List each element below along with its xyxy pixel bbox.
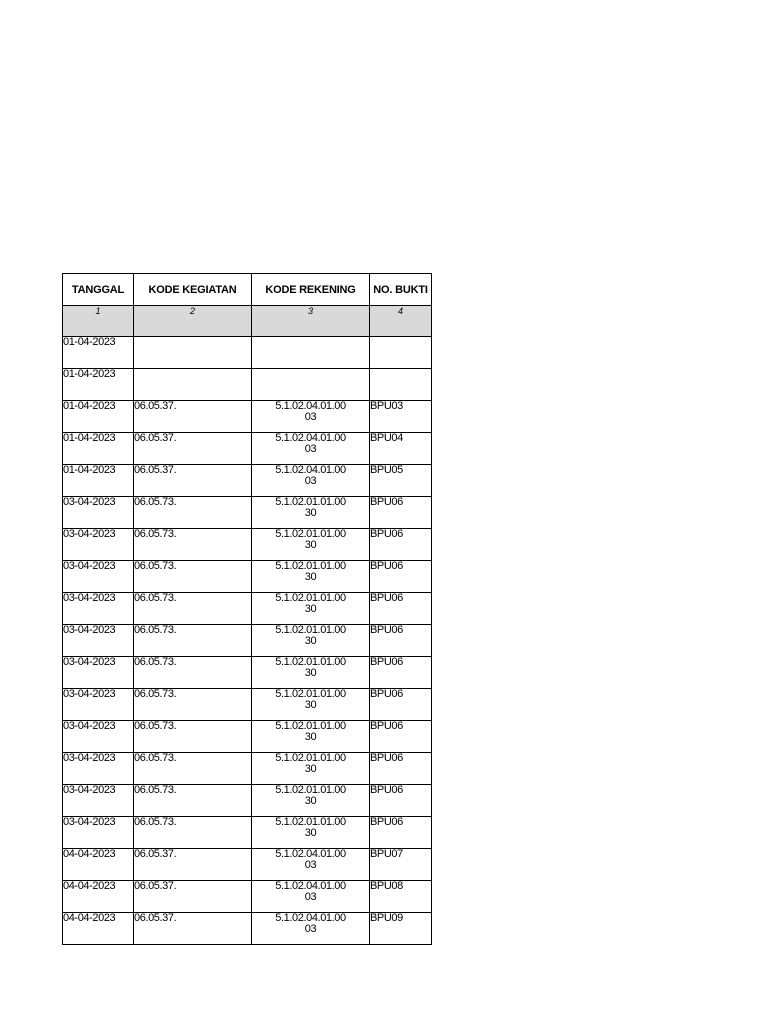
cell-kode-kegiatan: 06.05.73. xyxy=(134,657,252,689)
kode-rekening-line-1: 5.1.02.01.01.00 xyxy=(275,752,346,764)
kode-rekening-line-1: 5.1.02.04.01.00 xyxy=(275,400,346,412)
table-row xyxy=(63,849,432,881)
kode-rekening-line-1: 5.1.02.04.01.00 xyxy=(275,880,346,892)
cell-kode-rekening xyxy=(252,561,370,593)
cell-kode-rekening xyxy=(252,849,370,881)
cell-no-bukti: BPU06 xyxy=(370,817,432,849)
cell-tanggal: 01-04-2023 xyxy=(63,465,134,497)
transaction-table xyxy=(62,273,432,945)
table-row xyxy=(63,497,432,529)
cell-no-bukti: BPU06 xyxy=(370,561,432,593)
table-row xyxy=(63,401,432,433)
cell-tanggal: 03-04-2023 xyxy=(63,625,134,657)
cell-kode-kegiatan: 06.05.73. xyxy=(134,785,252,817)
kode-rekening-line-2: 03 xyxy=(304,891,317,903)
cell-kode-kegiatan: 06.05.73. xyxy=(134,817,252,849)
cell-tanggal: 04-04-2023 xyxy=(63,913,134,945)
kode-rekening-line-2: 03 xyxy=(304,443,317,455)
cell-kode-rekening xyxy=(252,657,370,689)
cell-no-bukti: BPU07 xyxy=(370,849,432,881)
cell-kode-rekening xyxy=(252,337,370,369)
table-row xyxy=(63,593,432,625)
kode-rekening-line-1: 5.1.02.01.01.00 xyxy=(275,624,346,636)
table-header-row xyxy=(63,274,432,306)
kode-rekening-line-2: 30 xyxy=(304,667,317,679)
cell-kode-rekening xyxy=(252,689,370,721)
table-row xyxy=(63,689,432,721)
cell-no-bukti: BPU08 xyxy=(370,881,432,913)
table-body xyxy=(63,337,432,945)
cell-kode-rekening xyxy=(252,721,370,753)
cell-kode-rekening xyxy=(252,785,370,817)
cell-no-bukti: BPU03 xyxy=(370,401,432,433)
cell-no-bukti: BPU05 xyxy=(370,465,432,497)
kode-rekening-line-1: 5.1.02.01.01.00 xyxy=(275,592,346,604)
kode-rekening-line-1: 5.1.02.04.01.00 xyxy=(275,848,346,860)
cell-tanggal: 03-04-2023 xyxy=(63,529,134,561)
cell-no-bukti: BPU06 xyxy=(370,657,432,689)
kode-rekening-line-2: 30 xyxy=(304,699,317,711)
table-row xyxy=(63,817,432,849)
cell-no-bukti: BPU06 xyxy=(370,689,432,721)
cell-no-bukti: BPU06 xyxy=(370,625,432,657)
column-header-kode-rekening: KODE REKENING xyxy=(252,274,370,306)
table-row xyxy=(63,625,432,657)
cell-tanggal: 03-04-2023 xyxy=(63,593,134,625)
table-row xyxy=(63,881,432,913)
cell-kode-rekening xyxy=(252,913,370,945)
kode-rekening-line-2: 30 xyxy=(304,603,317,615)
cell-kode-rekening xyxy=(252,465,370,497)
cell-kode-kegiatan: 06.05.73. xyxy=(134,529,252,561)
table-row xyxy=(63,657,432,689)
table-row xyxy=(63,561,432,593)
table-row xyxy=(63,753,432,785)
kode-rekening-line-1: 5.1.02.01.01.00 xyxy=(275,496,346,508)
cell-tanggal: 03-04-2023 xyxy=(63,785,134,817)
cell-tanggal: 03-04-2023 xyxy=(63,497,134,529)
cell-kode-rekening xyxy=(252,817,370,849)
table-row xyxy=(63,433,432,465)
cell-no-bukti: BPU04 xyxy=(370,433,432,465)
cell-kode-kegiatan: 06.05.73. xyxy=(134,625,252,657)
cell-no-bukti: BPU06 xyxy=(370,497,432,529)
cell-kode-rekening xyxy=(252,369,370,401)
kode-rekening-line-2: 30 xyxy=(304,507,317,519)
cell-kode-kegiatan: 06.05.73. xyxy=(134,753,252,785)
kode-rekening-line-2: 03 xyxy=(304,475,317,487)
cell-tanggal: 01-04-2023 xyxy=(63,369,134,401)
table-row xyxy=(63,721,432,753)
cell-kode-kegiatan xyxy=(134,337,252,369)
kode-rekening-line-1: 5.1.02.01.01.00 xyxy=(275,816,346,828)
cell-no-bukti xyxy=(370,369,432,401)
cell-kode-kegiatan: 06.05.37. xyxy=(134,433,252,465)
kode-rekening-line-1: 5.1.02.01.01.00 xyxy=(275,720,346,732)
cell-tanggal: 03-04-2023 xyxy=(63,721,134,753)
kode-rekening-line-2: 03 xyxy=(304,859,317,871)
cell-kode-kegiatan: 06.05.37. xyxy=(134,881,252,913)
kode-rekening-line-2: 03 xyxy=(304,411,317,423)
kode-rekening-line-1: 5.1.02.04.01.00 xyxy=(275,912,346,924)
cell-no-bukti: BPU06 xyxy=(370,721,432,753)
column-number: 2 xyxy=(134,306,252,337)
kode-rekening-line-2: 30 xyxy=(304,827,317,839)
kode-rekening-line-2: 30 xyxy=(304,635,317,647)
cell-tanggal: 03-04-2023 xyxy=(63,753,134,785)
cell-kode-kegiatan xyxy=(134,369,252,401)
cell-no-bukti: BPU06 xyxy=(370,785,432,817)
cell-kode-kegiatan: 06.05.37. xyxy=(134,913,252,945)
kode-rekening-line-1: 5.1.02.01.01.00 xyxy=(275,656,346,668)
cell-kode-rekening xyxy=(252,529,370,561)
kode-rekening-line-2: 30 xyxy=(304,763,317,775)
cell-kode-kegiatan: 06.05.73. xyxy=(134,593,252,625)
kode-rekening-line-1: 5.1.02.01.01.00 xyxy=(275,528,346,540)
kode-rekening-line-2: 30 xyxy=(304,539,317,551)
kode-rekening-line-2: 03 xyxy=(304,923,317,935)
cell-kode-rekening xyxy=(252,881,370,913)
kode-rekening-line-2: 30 xyxy=(304,731,317,743)
cell-no-bukti: BPU09 xyxy=(370,913,432,945)
cell-tanggal: 03-04-2023 xyxy=(63,689,134,721)
cell-tanggal: 04-04-2023 xyxy=(63,881,134,913)
table-row xyxy=(63,337,432,369)
cell-no-bukti: BPU06 xyxy=(370,529,432,561)
kode-rekening-line-1: 5.1.02.01.01.00 xyxy=(275,784,346,796)
kode-rekening-line-2: 30 xyxy=(304,795,317,807)
cell-no-bukti xyxy=(370,337,432,369)
cell-tanggal: 03-04-2023 xyxy=(63,657,134,689)
cell-kode-rekening xyxy=(252,593,370,625)
column-number-row xyxy=(63,306,432,337)
cell-kode-kegiatan: 06.05.73. xyxy=(134,689,252,721)
cell-kode-kegiatan: 06.05.73. xyxy=(134,721,252,753)
cell-kode-rekening xyxy=(252,625,370,657)
cell-tanggal: 01-04-2023 xyxy=(63,401,134,433)
cell-kode-kegiatan: 06.05.37. xyxy=(134,465,252,497)
cell-no-bukti: BPU06 xyxy=(370,753,432,785)
cell-kode-rekening xyxy=(252,401,370,433)
kode-rekening-line-1: 5.1.02.01.01.00 xyxy=(275,560,346,572)
cell-kode-kegiatan: 06.05.73. xyxy=(134,561,252,593)
table-row xyxy=(63,529,432,561)
cell-kode-rekening xyxy=(252,497,370,529)
cell-kode-kegiatan: 06.05.73. xyxy=(134,497,252,529)
column-header-tanggal: TANGGAL xyxy=(63,274,134,306)
cell-tanggal: 03-04-2023 xyxy=(63,561,134,593)
cell-kode-kegiatan: 06.05.37. xyxy=(134,401,252,433)
table-row xyxy=(63,465,432,497)
column-header-kode-kegiatan: KODE KEGIATAN xyxy=(134,274,252,306)
cell-kode-rekening xyxy=(252,753,370,785)
cell-no-bukti: BPU06 xyxy=(370,593,432,625)
table-row xyxy=(63,913,432,945)
kode-rekening-line-1: 5.1.02.01.01.00 xyxy=(275,688,346,700)
cell-tanggal: 01-04-2023 xyxy=(63,433,134,465)
column-number: 4 xyxy=(370,306,432,337)
column-number: 3 xyxy=(252,306,370,337)
column-header-no-bukti: NO. BUKTI xyxy=(370,274,432,306)
table-row xyxy=(63,369,432,401)
kode-rekening-line-2: 30 xyxy=(304,571,317,583)
cell-kode-kegiatan: 06.05.37. xyxy=(134,849,252,881)
cell-kode-rekening xyxy=(252,433,370,465)
cell-tanggal: 04-04-2023 xyxy=(63,849,134,881)
cell-tanggal: 01-04-2023 xyxy=(63,337,134,369)
kode-rekening-line-1: 5.1.02.04.01.00 xyxy=(275,432,346,444)
cell-tanggal: 03-04-2023 xyxy=(63,817,134,849)
table-row xyxy=(63,785,432,817)
column-number: 1 xyxy=(63,306,134,337)
kode-rekening-line-1: 5.1.02.04.01.00 xyxy=(275,464,346,476)
